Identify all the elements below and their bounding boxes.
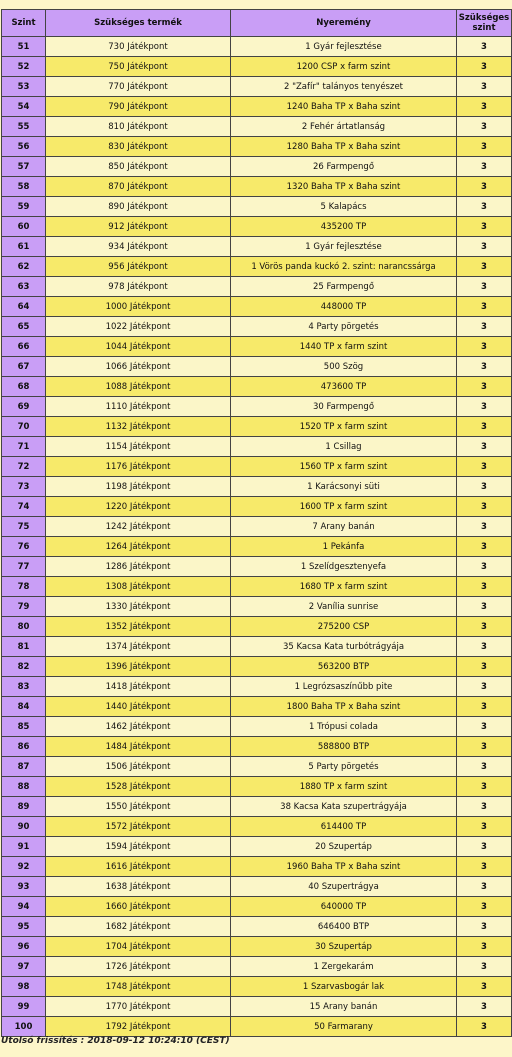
required-level-cell: 3 — [457, 277, 512, 297]
level-cell: 71 — [2, 437, 46, 457]
level-cell: 64 — [2, 297, 46, 317]
required-level-cell: 3 — [457, 717, 512, 737]
level-cell: 69 — [2, 397, 46, 417]
rewards-table — [1, 9, 512, 1037]
table-row — [2, 277, 512, 297]
reward-cell: 26 Farmpengő — [231, 157, 457, 177]
level-cell: 96 — [2, 937, 46, 957]
required-level-cell: 3 — [457, 217, 512, 237]
required-level-cell: 3 — [457, 297, 512, 317]
required-level-cell: 3 — [457, 557, 512, 577]
reward-cell: 5 Party pörgetés — [231, 757, 457, 777]
level-cell: 62 — [2, 257, 46, 277]
table-row — [2, 617, 512, 637]
level-cell: 72 — [2, 457, 46, 477]
product-cell: 810 Játékpont — [46, 117, 231, 137]
table-row — [2, 237, 512, 257]
level-cell: 93 — [2, 877, 46, 897]
product-cell: 890 Játékpont — [46, 197, 231, 217]
product-cell: 1704 Játékpont — [46, 937, 231, 957]
required-level-cell: 3 — [457, 457, 512, 477]
table-body — [2, 37, 512, 1037]
table-row — [2, 297, 512, 317]
required-level-cell: 3 — [457, 737, 512, 757]
required-level-cell: 3 — [457, 777, 512, 797]
product-cell: 1374 Játékpont — [46, 637, 231, 657]
header-level: Szint — [2, 10, 46, 37]
table-row — [2, 457, 512, 477]
level-cell: 61 — [2, 237, 46, 257]
reward-cell: 40 Szupertrágya — [231, 877, 457, 897]
table-row — [2, 137, 512, 157]
level-cell: 84 — [2, 697, 46, 717]
table-row — [2, 917, 512, 937]
required-level-cell: 3 — [457, 377, 512, 397]
product-cell: 1616 Játékpont — [46, 857, 231, 877]
required-level-cell: 3 — [457, 817, 512, 837]
product-cell: 1506 Játékpont — [46, 757, 231, 777]
table-row — [2, 257, 512, 277]
product-cell: 730 Játékpont — [46, 37, 231, 57]
product-cell: 1770 Játékpont — [46, 997, 231, 1017]
level-cell: 86 — [2, 737, 46, 757]
table-row — [2, 597, 512, 617]
required-level-cell: 3 — [457, 917, 512, 937]
product-cell: 1198 Játékpont — [46, 477, 231, 497]
required-level-cell: 3 — [457, 897, 512, 917]
required-level-cell: 3 — [457, 757, 512, 777]
level-cell: 88 — [2, 777, 46, 797]
required-level-cell: 3 — [457, 357, 512, 377]
required-level-cell: 3 — [457, 857, 512, 877]
required-level-cell: 3 — [457, 437, 512, 457]
table-row — [2, 397, 512, 417]
required-level-cell: 3 — [457, 697, 512, 717]
level-cell: 57 — [2, 157, 46, 177]
reward-cell: 2 Fehér ártatlanság — [231, 117, 457, 137]
required-level-cell: 3 — [457, 257, 512, 277]
reward-cell: 640000 TP — [231, 897, 457, 917]
reward-cell: 38 Kacsa Kata szupertrágyája — [231, 797, 457, 817]
product-cell: 956 Játékpont — [46, 257, 231, 277]
required-level-cell: 3 — [457, 937, 512, 957]
level-cell: 65 — [2, 317, 46, 337]
reward-cell: 1 Zergekarám — [231, 957, 457, 977]
level-cell: 81 — [2, 637, 46, 657]
product-cell: 1484 Játékpont — [46, 737, 231, 757]
product-cell: 1264 Játékpont — [46, 537, 231, 557]
level-cell: 89 — [2, 797, 46, 817]
table-row — [2, 37, 512, 57]
required-level-cell: 3 — [457, 877, 512, 897]
reward-cell: 1 Csillag — [231, 437, 457, 457]
product-cell: 1242 Játékpont — [46, 517, 231, 537]
level-cell: 68 — [2, 377, 46, 397]
level-cell: 80 — [2, 617, 46, 637]
product-cell: 1660 Játékpont — [46, 897, 231, 917]
table-row — [2, 737, 512, 757]
level-cell: 67 — [2, 357, 46, 377]
reward-cell: 473600 TP — [231, 377, 457, 397]
table-row — [2, 777, 512, 797]
reward-cell: 4 Party pörgetés — [231, 317, 457, 337]
required-level-cell: 3 — [457, 517, 512, 537]
product-cell: 790 Játékpont — [46, 97, 231, 117]
level-cell: 63 — [2, 277, 46, 297]
product-cell: 1154 Játékpont — [46, 437, 231, 457]
reward-cell: 25 Farmpengő — [231, 277, 457, 297]
required-level-cell: 3 — [457, 417, 512, 437]
level-cell: 55 — [2, 117, 46, 137]
level-cell: 66 — [2, 337, 46, 357]
table-row — [2, 677, 512, 697]
required-level-cell: 3 — [457, 537, 512, 557]
table-row — [2, 517, 512, 537]
level-cell: 92 — [2, 857, 46, 877]
table-row — [2, 557, 512, 577]
product-cell: 1572 Játékpont — [46, 817, 231, 837]
level-cell: 98 — [2, 977, 46, 997]
header-required-product: Szükséges termék — [46, 10, 231, 37]
reward-cell: 1 Szelídgesztenyefa — [231, 557, 457, 577]
required-level-cell: 3 — [457, 57, 512, 77]
product-cell: 1418 Játékpont — [46, 677, 231, 697]
product-cell: 1682 Játékpont — [46, 917, 231, 937]
header-reward: Nyeremény — [231, 10, 457, 37]
product-cell: 1638 Játékpont — [46, 877, 231, 897]
product-cell: 1088 Játékpont — [46, 377, 231, 397]
level-cell: 53 — [2, 77, 46, 97]
table-row — [2, 977, 512, 997]
level-cell: 51 — [2, 37, 46, 57]
last-updated-footer: Utolsó frissítés : 2018-09-12 10:24:10 (CEST) — [1, 1036, 230, 1046]
reward-cell: 2 "Zafír" talányos tenyészet — [231, 77, 457, 97]
reward-cell: 1560 TP x farm szint — [231, 457, 457, 477]
level-cell: 59 — [2, 197, 46, 217]
table-row — [2, 697, 512, 717]
reward-cell: 1240 Baha TP x Baha szint — [231, 97, 457, 117]
table-row — [2, 937, 512, 957]
required-level-cell: 3 — [457, 477, 512, 497]
table-row — [2, 637, 512, 657]
table-row — [2, 157, 512, 177]
reward-cell: 35 Kacsa Kata turbótrágyája — [231, 637, 457, 657]
table-row — [2, 757, 512, 777]
level-cell: 97 — [2, 957, 46, 977]
product-cell: 870 Játékpont — [46, 177, 231, 197]
level-cell: 77 — [2, 557, 46, 577]
required-level-cell: 3 — [457, 197, 512, 217]
table-row — [2, 857, 512, 877]
required-level-cell: 3 — [457, 97, 512, 117]
reward-cell: 20 Szupertáp — [231, 837, 457, 857]
required-level-cell: 3 — [457, 77, 512, 97]
reward-cell: 1 Pekánfa — [231, 537, 457, 557]
required-level-cell: 3 — [457, 157, 512, 177]
reward-cell: 1280 Baha TP x Baha szint — [231, 137, 457, 157]
reward-cell: 500 Szög — [231, 357, 457, 377]
product-cell: 1528 Játékpont — [46, 777, 231, 797]
table-row — [2, 877, 512, 897]
table-row — [2, 657, 512, 677]
required-level-cell: 3 — [457, 637, 512, 657]
level-cell: 79 — [2, 597, 46, 617]
product-cell: 1748 Játékpont — [46, 977, 231, 997]
required-level-cell: 3 — [457, 497, 512, 517]
product-cell: 750 Játékpont — [46, 57, 231, 77]
product-cell: 934 Játékpont — [46, 237, 231, 257]
table-row — [2, 77, 512, 97]
product-cell: 1044 Játékpont — [46, 337, 231, 357]
product-cell: 1792 Játékpont — [46, 1017, 231, 1037]
reward-cell: 1880 TP x farm szint — [231, 777, 457, 797]
required-level-cell: 3 — [457, 837, 512, 857]
table-row — [2, 477, 512, 497]
level-cell: 78 — [2, 577, 46, 597]
table-row — [2, 177, 512, 197]
reward-cell: 275200 CSP — [231, 617, 457, 637]
reward-cell: 1440 TP x farm szint — [231, 337, 457, 357]
table-row — [2, 957, 512, 977]
level-cell: 85 — [2, 717, 46, 737]
table-row — [2, 897, 512, 917]
level-cell: 95 — [2, 917, 46, 937]
product-cell: 1286 Játékpont — [46, 557, 231, 577]
reward-cell: 435200 TP — [231, 217, 457, 237]
reward-cell: 1 Legrózsaszínűbb pite — [231, 677, 457, 697]
product-cell: 1352 Játékpont — [46, 617, 231, 637]
reward-cell: 563200 BTP — [231, 657, 457, 677]
product-cell: 1330 Játékpont — [46, 597, 231, 617]
required-level-cell: 3 — [457, 337, 512, 357]
table-row — [2, 577, 512, 597]
level-cell: 82 — [2, 657, 46, 677]
reward-cell: 1 Vörös panda kuckó 2. szint: narancssárga — [231, 257, 457, 277]
level-cell: 83 — [2, 677, 46, 697]
table-row — [2, 1017, 512, 1037]
table-row — [2, 337, 512, 357]
required-level-cell: 3 — [457, 37, 512, 57]
level-cell: 58 — [2, 177, 46, 197]
reward-cell: 1 Gyár fejlesztése — [231, 237, 457, 257]
table-row — [2, 97, 512, 117]
required-level-cell: 3 — [457, 657, 512, 677]
product-cell: 912 Játékpont — [46, 217, 231, 237]
required-level-cell: 3 — [457, 137, 512, 157]
required-level-cell: 3 — [457, 617, 512, 637]
required-level-cell: 3 — [457, 317, 512, 337]
reward-cell: 588800 BTP — [231, 737, 457, 757]
product-cell: 1308 Játékpont — [46, 577, 231, 597]
reward-cell: 1520 TP x farm szint — [231, 417, 457, 437]
table-row — [2, 117, 512, 137]
product-cell: 1000 Játékpont — [46, 297, 231, 317]
level-cell: 70 — [2, 417, 46, 437]
table-row — [2, 57, 512, 77]
table-row — [2, 997, 512, 1017]
required-level-cell: 3 — [457, 117, 512, 137]
reward-cell: 1 Gyár fejlesztése — [231, 37, 457, 57]
reward-cell: 50 Farmarany — [231, 1017, 457, 1037]
reward-cell: 5 Kalapács — [231, 197, 457, 217]
required-level-cell: 3 — [457, 577, 512, 597]
required-level-cell: 3 — [457, 977, 512, 997]
product-cell: 1396 Játékpont — [46, 657, 231, 677]
reward-cell: 1680 TP x farm szint — [231, 577, 457, 597]
product-cell: 1462 Játékpont — [46, 717, 231, 737]
reward-cell: 1200 CSP x farm szint — [231, 57, 457, 77]
table-row — [2, 357, 512, 377]
product-cell: 1022 Játékpont — [46, 317, 231, 337]
header-required-level: Szükséges szint — [457, 10, 512, 37]
reward-cell: 30 Farmpengő — [231, 397, 457, 417]
reward-cell: 614400 TP — [231, 817, 457, 837]
reward-cell: 7 Arany banán — [231, 517, 457, 537]
table-row — [2, 417, 512, 437]
level-cell: 91 — [2, 837, 46, 857]
reward-cell: 1960 Baha TP x Baha szint — [231, 857, 457, 877]
reward-cell: 1600 TP x farm szint — [231, 497, 457, 517]
level-cell: 60 — [2, 217, 46, 237]
level-cell: 90 — [2, 817, 46, 837]
table-row — [2, 197, 512, 217]
product-cell: 978 Játékpont — [46, 277, 231, 297]
level-cell: 76 — [2, 537, 46, 557]
reward-cell: 1 Trópusi colada — [231, 717, 457, 737]
product-cell: 770 Játékpont — [46, 77, 231, 97]
product-cell: 1110 Játékpont — [46, 397, 231, 417]
required-level-cell: 3 — [457, 597, 512, 617]
reward-cell: 646400 BTP — [231, 917, 457, 937]
reward-cell: 1 Karácsonyi süti — [231, 477, 457, 497]
table-row — [2, 797, 512, 817]
reward-cell: 2 Vanília sunrise — [231, 597, 457, 617]
product-cell: 1176 Játékpont — [46, 457, 231, 477]
level-cell: 99 — [2, 997, 46, 1017]
reward-cell: 30 Szupertáp — [231, 937, 457, 957]
product-cell: 1440 Játékpont — [46, 697, 231, 717]
level-cell: 73 — [2, 477, 46, 497]
level-cell: 52 — [2, 57, 46, 77]
reward-cell: 1 Szarvasbogár lak — [231, 977, 457, 997]
required-level-cell: 3 — [457, 957, 512, 977]
required-level-cell: 3 — [457, 677, 512, 697]
product-cell: 1066 Játékpont — [46, 357, 231, 377]
table-row — [2, 317, 512, 337]
table-row — [2, 537, 512, 557]
table-row — [2, 817, 512, 837]
table-row — [2, 217, 512, 237]
table-row — [2, 437, 512, 457]
required-level-cell: 3 — [457, 397, 512, 417]
required-level-cell: 3 — [457, 997, 512, 1017]
table-row — [2, 837, 512, 857]
product-cell: 1550 Játékpont — [46, 797, 231, 817]
product-cell: 1220 Játékpont — [46, 497, 231, 517]
level-cell: 74 — [2, 497, 46, 517]
product-cell: 1594 Játékpont — [46, 837, 231, 857]
reward-cell: 1800 Baha TP x Baha szint — [231, 697, 457, 717]
level-cell: 94 — [2, 897, 46, 917]
level-cell: 56 — [2, 137, 46, 157]
table-row — [2, 497, 512, 517]
level-cell: 75 — [2, 517, 46, 537]
reward-cell: 15 Arany banán — [231, 997, 457, 1017]
required-level-cell: 3 — [457, 797, 512, 817]
level-cell: 100 — [2, 1017, 46, 1037]
reward-cell: 448000 TP — [231, 297, 457, 317]
required-level-cell: 3 — [457, 237, 512, 257]
product-cell: 1726 Játékpont — [46, 957, 231, 977]
table-row — [2, 377, 512, 397]
level-cell: 87 — [2, 757, 46, 777]
product-cell: 1132 Játékpont — [46, 417, 231, 437]
level-cell: 54 — [2, 97, 46, 117]
table-header-row — [2, 10, 512, 37]
required-level-cell: 3 — [457, 1017, 512, 1037]
required-level-cell: 3 — [457, 177, 512, 197]
table-row — [2, 717, 512, 737]
reward-cell: 1320 Baha TP x Baha szint — [231, 177, 457, 197]
product-cell: 830 Játékpont — [46, 137, 231, 157]
product-cell: 850 Játékpont — [46, 157, 231, 177]
